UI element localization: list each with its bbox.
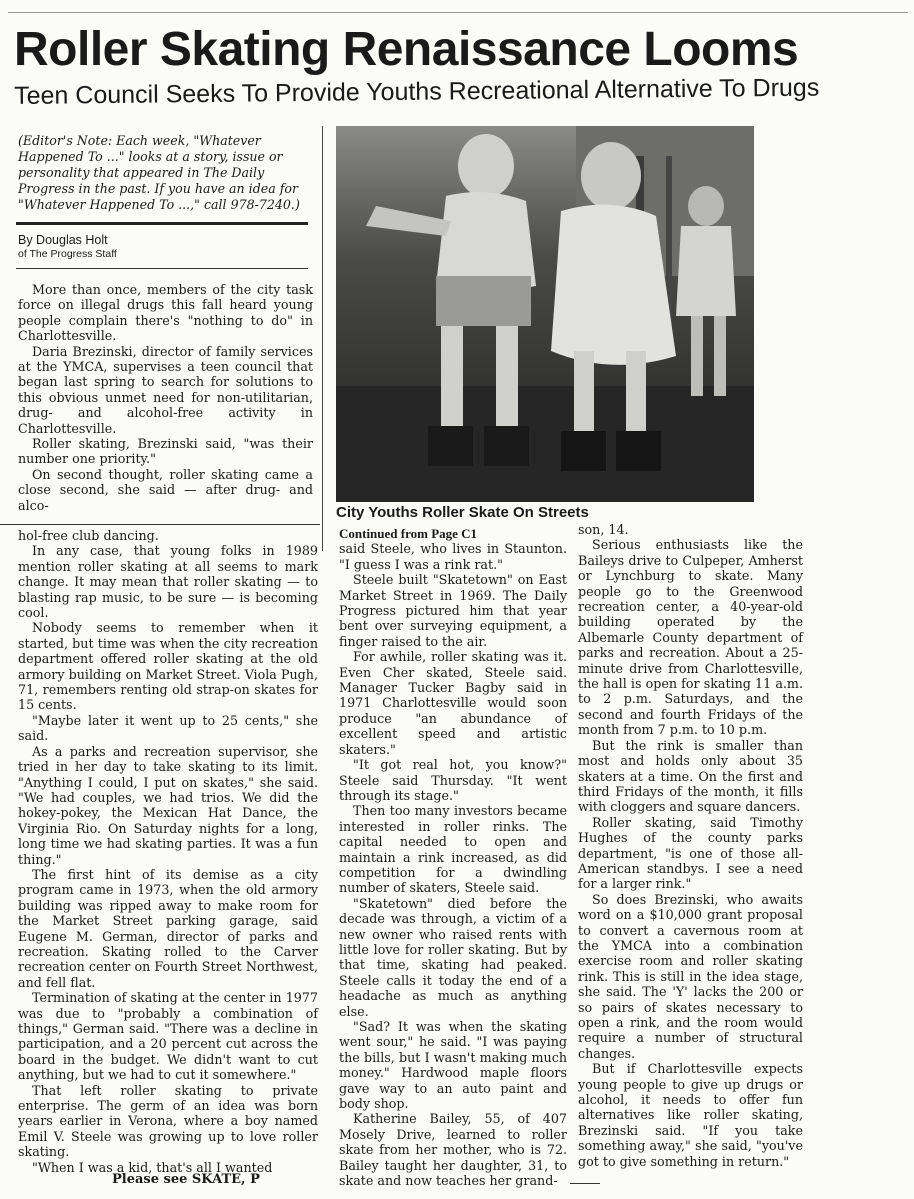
column-2	[339, 526, 567, 1188]
paragraph: "It got real hot, you know?" Steele said Thursday. "It went through its stage."	[339, 757, 567, 803]
paragraph: hol-free club dancing.	[18, 528, 159, 543]
paragraph: In any case, that young folks in 1989 mention roller skating at all seems to mark change. It may mean that roller skating — to blasting rap music, to be sure — is becoming cool.	[18, 543, 318, 621]
paragraph: "Maybe later it went up to 25 cents," she said.	[18, 712, 318, 744]
paragraph: Daria Brezinski, director of family services at the YMCA, supervises a teen council that began last spring to search for solutions to this obvious unmet need for non-utilitarian, drug- and alcohol-free activity in Charlottesville.	[18, 343, 313, 436]
clipping-top-edge	[8, 12, 908, 13]
paragraph: "When I was a kid, that's all I wanted	[32, 1159, 273, 1175]
paragraph: So does Brezinski, who awaits word on a $10,000 grant proposal to convert a cavernous room at the YMCA into a combination exercise room and roller skating rink. This is still in the idea stage, she said. The 'Y' lacks the 200 or so pairs of skates necessary to open a rink, and the room would require a number of structural changes.	[578, 891, 803, 1061]
paragraph: Nobody seems to remember when it started, but time was when the city recreation department offered roller skating at the old armory building on Market Street. Viola Pugh, 71, remembers renting old strap-on skates for 15 cents.	[18, 620, 318, 713]
headline: Roller Skating Renaissance Looms	[14, 23, 799, 76]
subheadline: Teen Council Seeks To Provide Youths Recreational Alternative To Drugs	[14, 73, 820, 110]
paragraph: Katherine Bailey, 55, of 407 Mosely Drive, learned to roller skate from her mother, who is 72. Bailey taught her daughter, 31, to skate and now teaches her grand-	[339, 1111, 567, 1189]
paragraph: Termination of skating at the center in 1977 was due to "probably a combination of things," German said. "There was a decline in participation, and a 20 percent cut across the board in the budget. We didn't want to cut anything, but we had to cut it somewhere."	[18, 990, 318, 1083]
continued-from-line: Continued from Page C1	[339, 526, 478, 541]
paragraph: On second thought, roller skating came a close second, she said — after drug- and alco-	[18, 466, 313, 513]
column-1-break-rule	[0, 524, 320, 525]
byline-rule	[16, 268, 308, 269]
paragraph: The first hint of its demise as a city program came in 1973, when the old armory building was ripped away to make room for the Market Street parking garage, said Eugene M. German, director of parks and recreation. Skating rolled to the Carver recreation center on Fourth Street Northwest, and fell flat.	[18, 866, 318, 990]
paragraph: son, 14.	[578, 522, 629, 537]
byline	[18, 233, 308, 261]
paragraph: Then too many investors became interested in roller rinks. The capital needed to open and maintain a rink increased, as did competition for a dwindling number of skaters, Steele said.	[339, 803, 567, 896]
editors-note: (Editor's Note: Each week, "Whatever Happened To ..." looks at a story, issue or personality that appeared in The Daily Progress in the past. If you have an idea for "Whatever Happened To ...," call 978-7240.)	[18, 133, 300, 212]
jump-line: Please see SKATE, P	[112, 1172, 260, 1187]
end-rule	[570, 1183, 600, 1184]
paragraph: As a parks and recreation supervisor, she tried in her day to take skating to its limit. "Anything I could, I put on skates," she said. "We had couples, we had trios. We did the hokey-pokey, the Mexican Hat Dance, the Virginia Rio. On Saturday nights for a long, long time we had skating parties. It was a fun thing."	[18, 743, 318, 867]
byline-author: By Douglas Holt	[18, 233, 108, 247]
paragraph: Roller skating, said Timothy Hughes of the county parks department, "is one of those all-American standbys. I see a need for a larger rink."	[578, 814, 803, 892]
column-divider	[322, 126, 323, 551]
byline-staff: of The Progress Staff	[18, 248, 117, 260]
paragraph: That left roller skating to private enterprise. The germ of an idea was born years earlier in Verona, where a boy named Emil V. Steele was growing up to love roller skating.	[18, 1082, 318, 1160]
paragraph: But the rink is smaller than most and holds only about 35 skaters at a time. On the first and third Fridays of the month, it fills with cloggers and square dancers.	[578, 737, 803, 815]
column-1-top	[18, 282, 313, 513]
editors-note-rule	[16, 222, 308, 225]
column-1-bottom	[18, 528, 318, 1175]
paragraph: Roller skating, Brezinski said, "was their number one priority."	[18, 436, 313, 467]
paragraph: But if Charlottesville expects young people to give up drugs or alcohol, it needs to offer fun alternatives like roller skating, Brezinski said. "If you take something away," she said, "you've got to give something in return."	[578, 1061, 803, 1169]
paragraph: "Skatetown" died before the decade was through, a victim of a new owner who raised rents with little love for roller skating. But by that time, skating had peaked. Steele calls it today the end of a headache as much as anything else.	[339, 895, 567, 1019]
paragraph: Serious enthusiasts like the Baileys drive to Culpeper, Amherst or Lynchburg to skate. Many people go to the Greenwood recreation center, a 40-year-old building operated by the Albemarle County department of parks and recreation. About a 25-minute drive from Charlottesville, the hall is open for skating 11 a.m. to 2 p.m. Saturdays, and the second and fourth Fridays of the month from 7 p.m. to 10 p.m.	[578, 537, 803, 738]
paragraph: More than once, members of the city task force on illegal drugs this fall heard young people complain there's "nothing to do" in Charlottesville.	[18, 282, 313, 344]
paragraph: "Sad? It was when the skating went sour," he said. "I was paying the bills, but I wasn't making much money." Hardwood maple floors gave way to an auto paint and body shop.	[339, 1019, 567, 1112]
skaters-photo	[336, 126, 754, 502]
paragraph: said Steele, who lives in Staunton. "I guess I was a rink rat."	[339, 541, 567, 572]
photo-caption: City Youths Roller Skate On Streets	[336, 504, 589, 521]
column-3	[578, 522, 803, 1169]
paragraph: For awhile, roller skating was it. Even Cher skated, Steele said. Manager Tucker Bagby said in 1971 Charlottesville would soon produce "an abundance of excellent speed and artistic skaters."	[339, 649, 567, 757]
paragraph: Steele built "Skatetown" on East Market Street in 1969. The Daily Progress pictured him that year bent over surveying equipment, a finger raised to the air.	[339, 572, 567, 649]
skating-girls-image	[336, 126, 754, 502]
